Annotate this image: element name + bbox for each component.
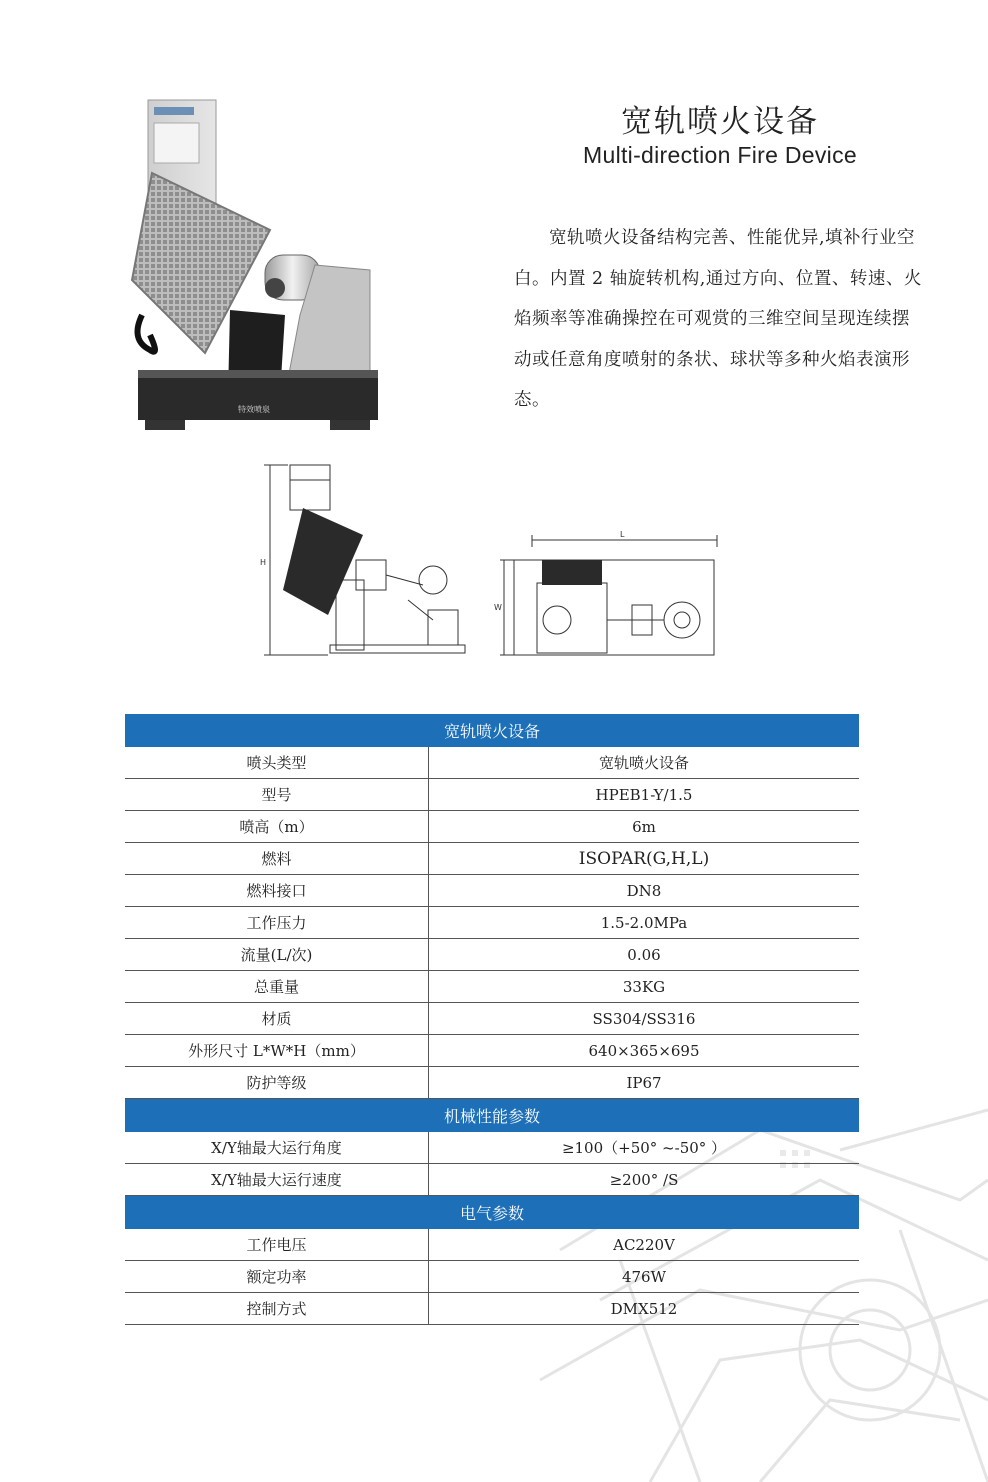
top-view-drawing (492, 525, 722, 660)
top-dimension-width: W (494, 603, 502, 612)
spec-value: HPEB1-Y/1.5 (429, 779, 860, 811)
spec-label: 外形尺寸 L*W*H（mm） (125, 1035, 429, 1067)
base-plate-text: 特效喷泉 (238, 405, 270, 414)
spec-value: 6m (429, 811, 860, 843)
table-row (125, 1003, 859, 1035)
spec-label: 防护等级 (125, 1067, 429, 1099)
table-row (125, 907, 859, 939)
section-header-elec (125, 1196, 859, 1229)
table-row (125, 843, 859, 875)
spec-value: 33KG (429, 971, 860, 1003)
table-row (125, 1132, 859, 1164)
side-dimension-label: H (260, 558, 267, 567)
table-row (125, 747, 859, 779)
top-dimension-length: L (620, 530, 625, 539)
spec-value: SS304/SS316 (429, 1003, 860, 1035)
spec-label: 材质 (125, 1003, 429, 1035)
spec-value: ≥200° /S (429, 1164, 860, 1196)
spec-label: 工作压力 (125, 907, 429, 939)
spec-label: 喷高（m） (125, 811, 429, 843)
table-row (125, 779, 859, 811)
spec-label: X/Y轴最大运行速度 (125, 1164, 429, 1196)
table-row (125, 811, 859, 843)
spec-label: 燃料接口 (125, 875, 429, 907)
spec-value: DMX512 (429, 1293, 860, 1325)
spec-label: 额定功率 (125, 1261, 429, 1293)
table-row (125, 1164, 859, 1196)
spec-label: 总重量 (125, 971, 429, 1003)
spec-label: 燃料 (125, 843, 429, 875)
section-header-mech (125, 1099, 859, 1132)
product-photo (120, 95, 390, 440)
product-description: 宽轨喷火设备结构完善、性能优异,填补行业空白。内置 2 轴旋转机构,通过方向、位置、转速、火焰频率等准确操控在可观赏的三维空间呈现连续摆动或任意角度喷射的条状、球状等多种火焰表演形态。 (514, 228, 922, 410)
spec-value: 476W (429, 1261, 860, 1293)
spec-value: DN8 (429, 875, 860, 907)
spec-label: 流量(L/次) (125, 939, 429, 971)
page-title: 宽轨喷火设备 (621, 104, 819, 140)
table-row (125, 939, 859, 971)
spec-value: ISOPAR(G,H,L) (429, 843, 860, 875)
section-title: 机械性能参数 (125, 1099, 859, 1132)
spec-label: 喷头类型 (125, 747, 429, 779)
table-row (125, 971, 859, 1003)
page-subtitle: Multi-direction Fire Device (583, 142, 857, 168)
table-row (125, 1035, 859, 1067)
side-view-drawing (258, 460, 478, 660)
section-title: 宽轨喷火设备 (125, 714, 859, 747)
spec-value: ≥100（+50° ~-50° ） (429, 1132, 860, 1164)
table-row (125, 1293, 859, 1325)
spec-value: IP67 (429, 1067, 860, 1099)
section-header-main (125, 714, 859, 747)
spec-value: 0.06 (429, 939, 860, 971)
table-row (125, 1067, 859, 1099)
spec-table (125, 714, 859, 1325)
table-row (125, 1229, 859, 1261)
table-row (125, 1261, 859, 1293)
spec-value: 宽轨喷火设备 (429, 747, 860, 779)
section-title: 电气参数 (125, 1196, 859, 1229)
table-row (125, 875, 859, 907)
spec-label: 工作电压 (125, 1229, 429, 1261)
spec-value: AC220V (429, 1229, 860, 1261)
spec-label: 控制方式 (125, 1293, 429, 1325)
spec-value: 1.5-2.0MPa (429, 907, 860, 939)
spec-value: 640×365×695 (429, 1035, 860, 1067)
spec-label: X/Y轴最大运行角度 (125, 1132, 429, 1164)
spec-label: 型号 (125, 779, 429, 811)
